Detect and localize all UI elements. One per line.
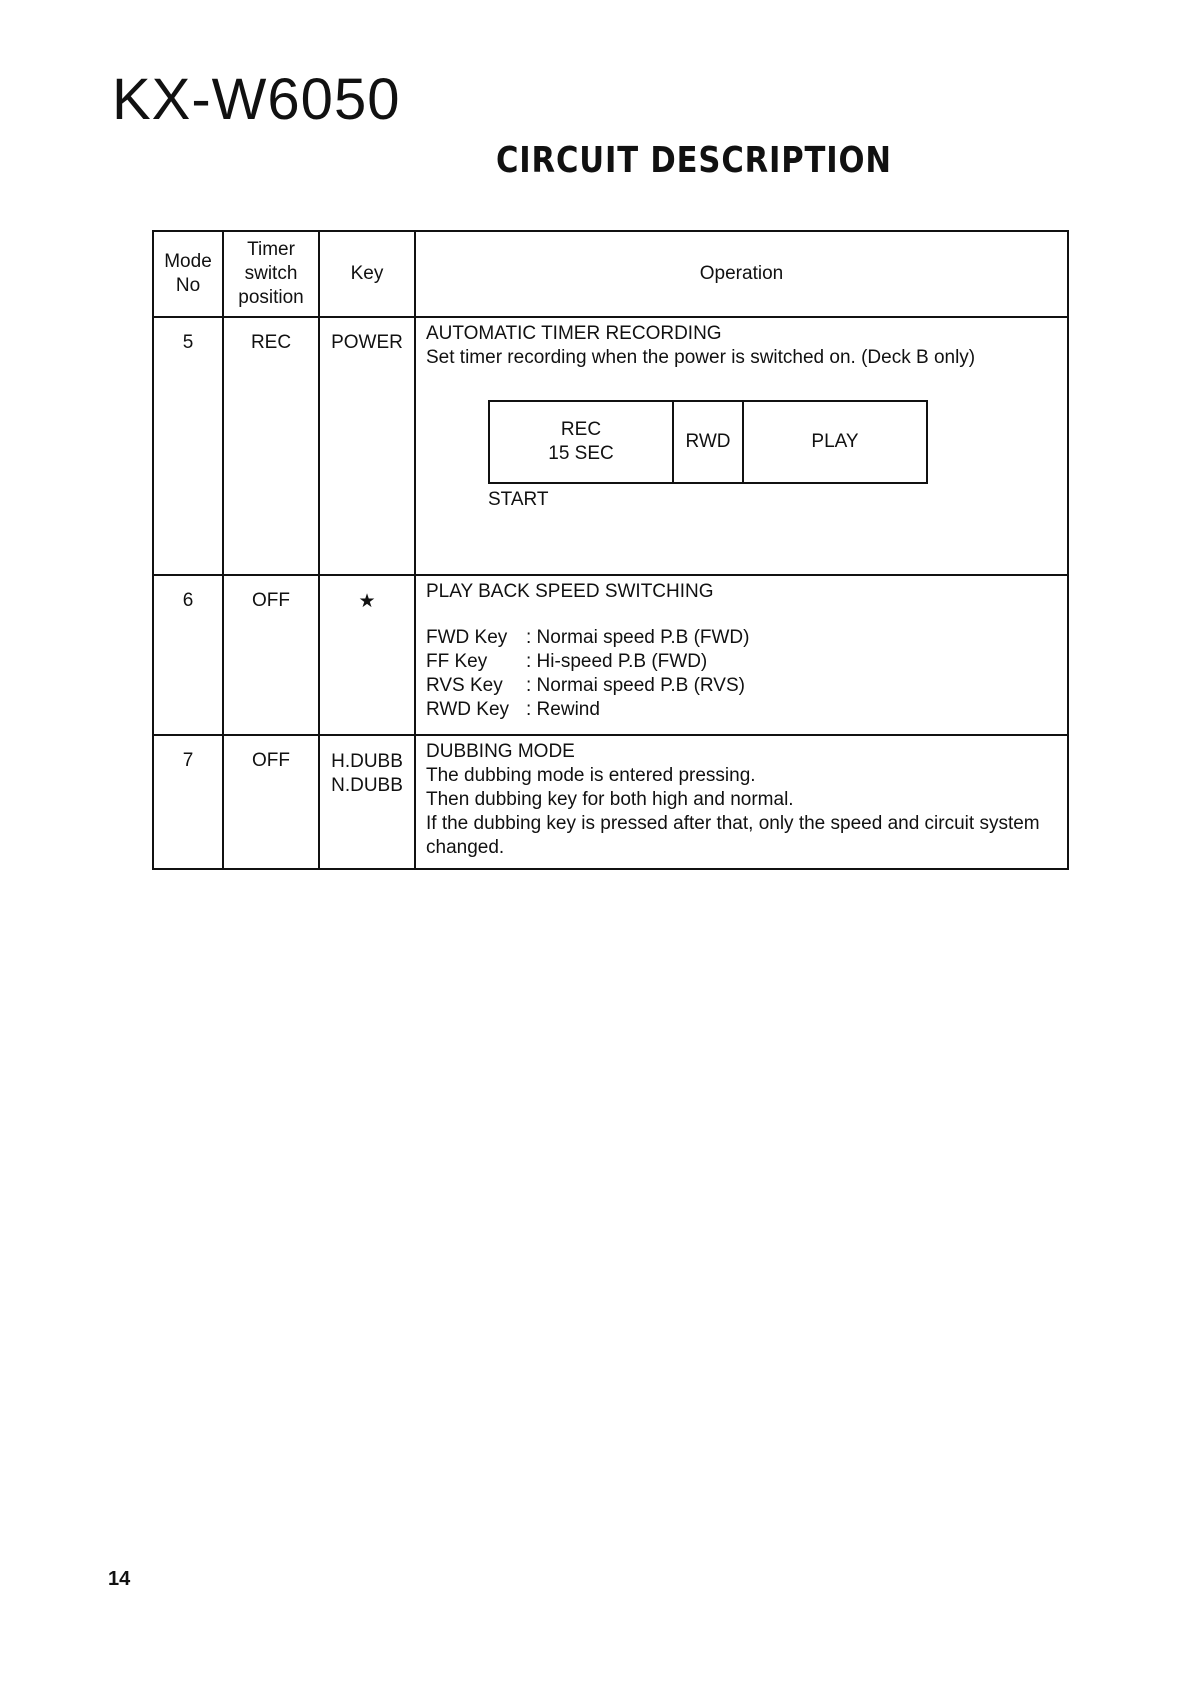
timer-cell: OFF	[223, 575, 319, 735]
timer-cell: REC	[223, 317, 319, 575]
operation-title: PLAY BACK SPEED SWITCHING	[426, 581, 714, 602]
table-row	[153, 735, 1068, 869]
operation-line: Then dubbing key for both high and normal.	[426, 789, 794, 810]
key-desc: : Normai speed P.B (FWD)	[526, 627, 750, 648]
operation-title: DUBBING MODE	[426, 741, 575, 762]
key-cell: H.DUBB N.DUBB	[319, 735, 415, 869]
table-row	[153, 575, 1068, 735]
mode-cell: 5	[153, 317, 223, 575]
table-row	[153, 317, 1068, 575]
page-number: 14	[108, 1568, 131, 1590]
key-cell: POWER	[319, 317, 415, 575]
list-item	[426, 698, 1057, 722]
operation-cell	[415, 317, 1068, 575]
table-header-row	[153, 231, 1068, 317]
header-key: Key	[319, 231, 415, 317]
timer-sequence-diagram	[488, 400, 928, 484]
header-timer: Timer switch position	[223, 231, 319, 317]
key-name: FWD Key	[426, 627, 508, 648]
model-number: KX-W6050	[112, 67, 401, 132]
mode-cell: 6	[153, 575, 223, 735]
mode-cell: 7	[153, 735, 223, 869]
key-desc: : Rewind	[526, 699, 600, 720]
section-title: CIRCUIT DESCRIPTION	[496, 140, 892, 181]
operation-line: If the dubbing key is pressed after that, only the speed and circuit system changed.	[426, 813, 1040, 858]
header-operation: Operation	[415, 231, 1068, 317]
list-item	[426, 650, 1057, 674]
sequence-step: PLAY	[811, 431, 859, 452]
header-mode: Mode No	[153, 231, 223, 317]
list-item	[426, 626, 1057, 650]
operation-cell	[415, 575, 1068, 735]
key-cell: ★	[319, 575, 415, 735]
key-desc: : Hi-speed P.B (FWD)	[526, 651, 708, 672]
operation-title: AUTOMATIC TIMER RECORDING	[426, 323, 722, 344]
operation-line: The dubbing mode is entered pressing.	[426, 765, 756, 786]
sequence-step: RWD	[674, 402, 744, 482]
key-name: FF Key	[426, 651, 488, 672]
sequence-start-label: START	[488, 489, 549, 510]
operation-desc: Set timer recording when the power is switched on. (Deck B only)	[426, 347, 976, 368]
key-name: RVS Key	[426, 675, 503, 696]
sequence-step: REC 15 SEC	[490, 402, 674, 482]
key-name: RWD Key	[426, 699, 510, 720]
key-desc: : Normai speed P.B (RVS)	[526, 675, 745, 696]
timer-cell: OFF	[223, 735, 319, 869]
list-item	[426, 674, 1057, 698]
key-list	[426, 626, 1057, 722]
operation-cell	[415, 735, 1068, 869]
circuit-table	[152, 230, 1069, 870]
